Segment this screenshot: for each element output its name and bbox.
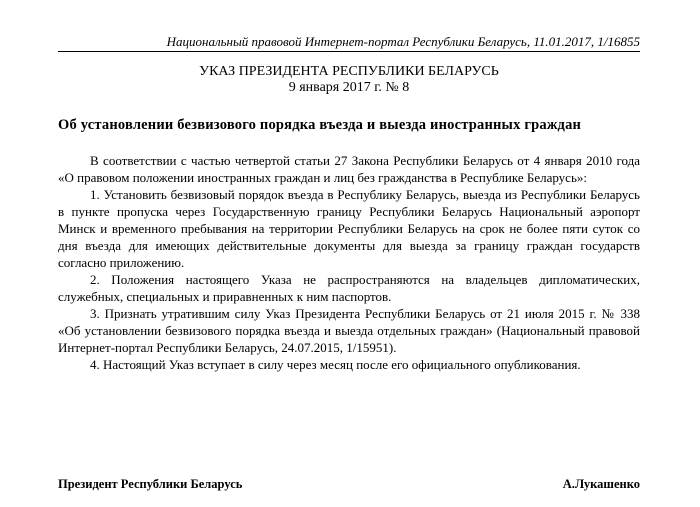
document-date: 9 января 2017 г. № 8 <box>288 80 410 95</box>
signature-block <box>58 476 640 492</box>
clause-1-paragraph: 1. Установить безвизовый порядок въезда в Республику Беларусь, выезда из Республики Беларусь в пункте пропуска через Государственную границу Республики Беларусь Национальный аэропорт Минск и временного пребывания на территории Республики Беларусь на срок не более пяти суток со дня въезда для имеющих действительные документы для выезда за границу граждан государств согласно приложению. <box>58 187 640 270</box>
document-body <box>58 152 640 373</box>
clause-2-paragraph: 2. Положения настоящего Указа не распространяются на владельцев дипломатических, служебных, специальных и приравненных к ним паспортов. <box>58 272 640 304</box>
portal-header: Национальный правовой Интернет-портал Республики Беларусь, 11.01.2017, 1/16855 <box>58 34 640 52</box>
signatory-name: А.Лукашенко <box>562 477 640 491</box>
document-page <box>58 0 640 373</box>
document-type: УКАЗ ПРЕЗИДЕНТА РЕСПУБЛИКИ БЕЛАРУСЬ <box>199 64 499 79</box>
document-title: Об установлении безвизового порядка въезда и выезда иностранных граждан <box>58 117 582 133</box>
clause-3-paragraph: 3. Признать утратившим силу Указ Президента Республики Беларусь от 21 июля 2015 г. № 338 «Об установлении безвизового порядка въезда и выезда отдельных граждан» (Национальный правовой Интернет-портал Республики Беларусь, 24.07.2015, 1/15951). <box>58 306 640 355</box>
clause-4-paragraph: 4. Настоящий Указ вступает в силу через месяц после его официального опубликования. <box>90 357 581 372</box>
preamble-paragraph: В соответствии с частью четвертой статьи 27 Закона Республики Беларусь от 4 января 2010 года «О правовом положении иностранных граждан и лиц без гражданства в Республике Беларусь»: <box>58 153 640 185</box>
signatory-position: Президент Республики Беларусь <box>58 477 243 491</box>
